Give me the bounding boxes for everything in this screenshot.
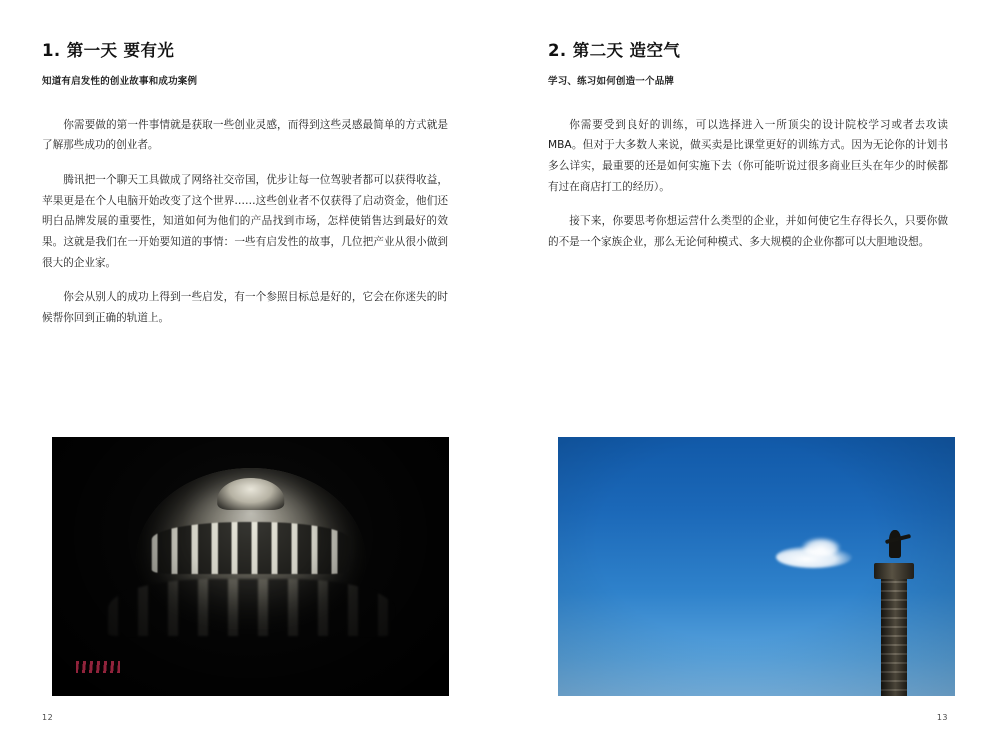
page-title: 2. 第二天 造空气	[548, 41, 681, 60]
photo-sky-illustration	[558, 437, 955, 696]
chapter-subtitle: 知道有启发性的创业故事和成功案例	[42, 76, 198, 88]
cathedral-dome-photo	[52, 437, 449, 696]
photo-dome-illustration	[52, 437, 449, 696]
page-right	[500, 0, 1000, 750]
pink-light-streak	[76, 661, 120, 673]
photo-vignette	[558, 437, 955, 696]
paragraph: 你需要受到良好的训练，可以选择进入一所顶尖的设计院校学习或者去攻读 MBA。但对于大多数人来说，做买卖是比课堂更好的训练方式。因为无论你的计划书多么详实，最重要的还是如何实施下去（你可能听说过很多商业巨头在年少的时候都有过在商店打工的经历）。	[548, 118, 948, 193]
page-title: 1. 第一天 要有光	[42, 41, 175, 60]
paragraph: 你需要做的第一件事情就是获取一些创业灵感，而得到这些灵感最简单的方式就是了解那些成功的创业者。	[42, 118, 448, 152]
paragraph: 你会从别人的成功上得到一些启发，有一个参照目标总是好的，它会在你迷失的时候帮你回到正确的轨道上。	[42, 291, 448, 324]
paragraph: 腾讯把一个聊天工具做成了网络社交帝国，优步让每一位驾驶者都可以获得收益，苹果更是在个人电脑开始改变了这个世界……这些创业者不仅获得了启动资金，他们还明白品牌发展的重要性，知道如何为他们的产品找到市场，怎样使销售达到最好的效果。这就是我们在一开始要知道的事情：一些有启发性的故事，几位把产业从很小做到很大的企业家。	[42, 174, 448, 269]
photo-vignette	[52, 437, 449, 696]
paragraph: 接下来，你要思考你想运营什么类型的企业，并如何使它生存得长久，只要你做的不是一个家族企业，那么无论何种模式、多大规模的企业你都可以大胆地设想。	[548, 215, 948, 249]
page-number: 13	[936, 713, 948, 722]
page-number: 12	[42, 713, 54, 722]
monument-sky-photo	[558, 437, 955, 696]
chapter-subtitle: 学习、练习如何创造一个品牌	[548, 76, 675, 88]
